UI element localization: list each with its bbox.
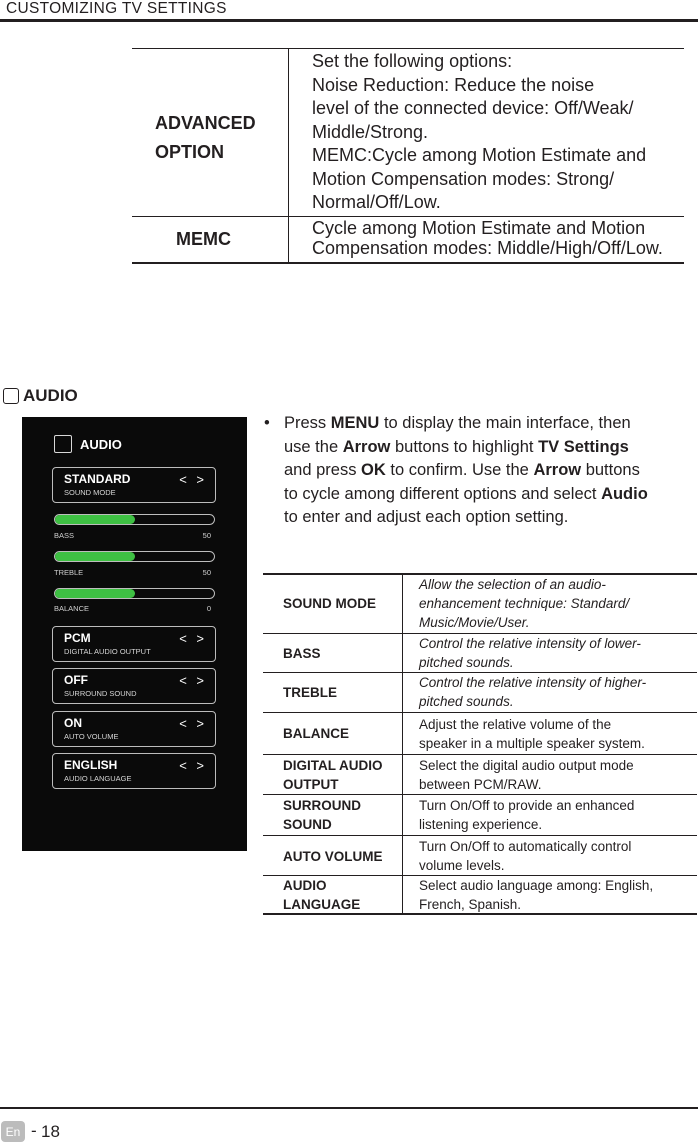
instruction-line: to enter and adjust each option setting. bbox=[284, 508, 569, 526]
row-label-sound-mode: SOUND MODE bbox=[283, 596, 377, 611]
row-desc-treble: Control the relative intensity of higher- pitched sounds. bbox=[419, 675, 647, 709]
footer-divider bbox=[0, 1107, 698, 1109]
slider-label: BALANCE bbox=[54, 604, 90, 613]
row-label-treble: TREBLE bbox=[283, 685, 337, 700]
audio-section-heading bbox=[3, 386, 78, 406]
row-label-audio-language: AUDIO LANGUAGE bbox=[283, 878, 361, 912]
page-number: 18 bbox=[41, 1122, 60, 1141]
row-desc-digital-audio-output: Select the digital audio output mode between PCM/RAW. bbox=[419, 758, 634, 792]
row-label-memc: MEMC bbox=[176, 229, 231, 249]
row-label-digital-audio-output: DIGITAL AUDIO OUTPUT bbox=[283, 758, 383, 792]
row-label-bass: BASS bbox=[283, 646, 321, 661]
page-header-title: CUSTOMIZING TV SETTINGS bbox=[6, 0, 227, 17]
menu-square-icon bbox=[54, 435, 72, 453]
row-desc-sound-mode: Allow the selection of an audio- enhancement technique: Standard/ Music/Movie/User. bbox=[419, 577, 630, 630]
tv-option-surround-sound[interactable] bbox=[52, 668, 216, 704]
left-right-arrows-icon[interactable]: < > bbox=[179, 716, 207, 731]
instruction-line: Press MENU to display the main interface, then bbox=[284, 414, 631, 432]
row-desc-surround-sound: Turn On/Off to provide an enhanced listening experience. bbox=[419, 798, 635, 832]
tv-option-digital-audio-output[interactable] bbox=[52, 626, 216, 662]
page-dash: - bbox=[31, 1121, 37, 1140]
row-desc-audio-language: Select audio language among: English, French, Spanish. bbox=[419, 878, 654, 912]
table-column-divider bbox=[402, 573, 403, 913]
slider-label: BASS bbox=[54, 531, 75, 540]
slider-fill bbox=[55, 552, 135, 561]
table-row-divider bbox=[263, 754, 697, 755]
option-value: ON bbox=[64, 716, 82, 730]
slider-value: 0 bbox=[206, 604, 211, 613]
option-label: SURROUND SOUND bbox=[64, 689, 137, 698]
instruction-line: use the Arrow buttons to highlight TV Settings bbox=[284, 437, 629, 456]
header-divider bbox=[0, 19, 698, 22]
option-value: STANDARD bbox=[64, 472, 131, 486]
row-label-balance: BALANCE bbox=[283, 726, 349, 741]
row-desc-balance: Adjust the relative volume of the speaker in a multiple speaker system. bbox=[419, 717, 645, 751]
option-value: ENGLISH bbox=[64, 758, 118, 772]
bullet-point: • bbox=[264, 414, 270, 432]
row-desc-advanced-option: Set the following options: Noise Reduction: Reduce the noise level of the connected device: Off/Weak/ Middle/Strong. MEMC:Cycle among Motion Estimate and Motion Compensation modes: Strong/ Normal/Off/Low. bbox=[312, 51, 647, 212]
table-bottom-rule bbox=[132, 262, 684, 264]
tv-menu-header bbox=[54, 435, 122, 453]
row-label-surround-sound: SURROUND SOUND bbox=[283, 798, 362, 832]
left-right-arrows-icon[interactable]: < > bbox=[179, 631, 207, 646]
instruction-line: to cycle among different options and select Audio bbox=[284, 484, 648, 503]
balance-slider[interactable] bbox=[54, 588, 215, 599]
row-desc-memc: Cycle among Motion Estimate and Motion Compensation modes: Middle/High/Off/Low. bbox=[312, 218, 663, 258]
audio-section-title: AUDIO bbox=[23, 386, 78, 405]
tv-option-audio-language[interactable] bbox=[52, 753, 216, 789]
tv-menu-title: AUDIO bbox=[80, 436, 122, 452]
left-right-arrows-icon[interactable]: < > bbox=[179, 472, 207, 487]
slider-value: 50 bbox=[202, 568, 211, 577]
left-right-arrows-icon[interactable]: < > bbox=[179, 673, 207, 688]
bass-slider[interactable] bbox=[54, 514, 215, 525]
option-value: OFF bbox=[64, 673, 88, 687]
row-desc-bass: Control the relative intensity of lower- pitched sounds. bbox=[419, 636, 641, 670]
table-row-divider bbox=[263, 712, 697, 713]
left-right-arrows-icon[interactable]: < > bbox=[179, 758, 207, 773]
option-label: AUTO VOLUME bbox=[64, 732, 119, 741]
slider-label: TREBLE bbox=[54, 568, 84, 577]
table-row-divider bbox=[263, 835, 697, 836]
tv-option-auto-volume[interactable] bbox=[52, 711, 216, 747]
table-top-rule bbox=[132, 48, 684, 49]
option-label: AUDIO LANGUAGE bbox=[64, 774, 132, 783]
language-badge: En bbox=[1, 1121, 25, 1142]
table-row-divider bbox=[263, 794, 697, 795]
row-desc-auto-volume: Turn On/Off to automatically control volume levels. bbox=[419, 839, 632, 873]
treble-slider[interactable] bbox=[54, 551, 215, 562]
checkbox-square-icon bbox=[3, 388, 19, 404]
row-label-auto-volume: AUTO VOLUME bbox=[283, 849, 383, 864]
option-label: DIGITAL AUDIO OUTPUT bbox=[64, 647, 151, 656]
slider-fill bbox=[55, 515, 135, 524]
slider-value: 50 bbox=[202, 531, 211, 540]
slider-fill bbox=[55, 589, 135, 598]
tv-option-sound-mode[interactable] bbox=[52, 467, 216, 503]
option-value: PCM bbox=[64, 631, 91, 645]
table-column-divider bbox=[288, 216, 289, 262]
row-label-advanced-option: ADVANCED OPTION bbox=[155, 113, 256, 162]
instruction-line: and press OK to confirm. Use the Arrow buttons bbox=[284, 461, 640, 479]
option-label: SOUND MODE bbox=[64, 488, 116, 497]
table-row-divider bbox=[132, 216, 684, 217]
tv-audio-menu-screen bbox=[22, 417, 247, 851]
